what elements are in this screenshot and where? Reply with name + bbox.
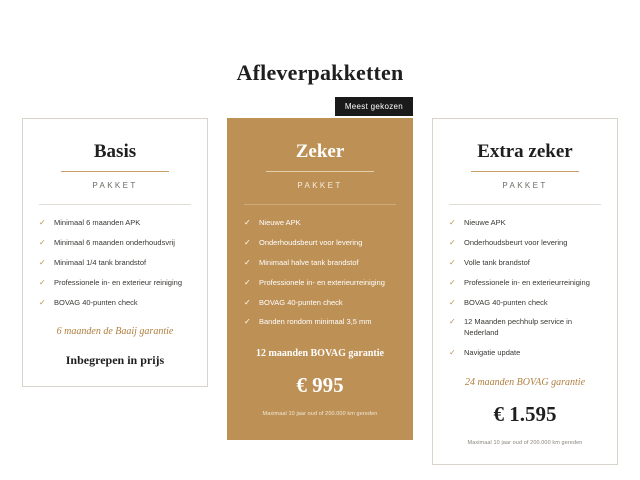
feature-item: [39, 258, 191, 269]
title-divider: [266, 171, 374, 172]
feature-label: Minimaal 6 maanden onderhoudsvrij: [54, 237, 175, 247]
check-icon: ✓: [39, 257, 46, 267]
package-fineprint: Maximaal 10 jaar oud of 200.000 km gereden: [262, 411, 378, 418]
feature-label: Banden rondom minimaal 3,5 mm: [259, 317, 372, 327]
package-price: € 995: [296, 373, 344, 398]
feature-label: 12 Maanden pechhulp service in Nederland: [464, 317, 572, 338]
check-icon: ✓: [39, 277, 46, 287]
feature-item: [244, 258, 396, 269]
feature-label: Nieuwe APK: [464, 218, 506, 227]
package-subtitle: PAKKET: [502, 181, 548, 190]
feature-item: [39, 218, 191, 229]
package-card-list: [22, 102, 618, 465]
check-icon: ✓: [449, 317, 456, 327]
check-icon: ✓: [244, 277, 251, 287]
feature-label: Professionele in- en exterieurreiniging: [259, 277, 385, 287]
package-price: Inbegrepen in prijs: [65, 353, 165, 368]
feature-label: BOVAG 40-punten check: [54, 297, 138, 307]
check-icon: ✓: [39, 297, 46, 307]
feature-label: Onderhoudsbeurt voor levering: [259, 237, 363, 247]
feature-label: Professionele in- en exterieur reiniging: [54, 277, 182, 287]
feature-item: [449, 298, 601, 309]
section-divider: [449, 204, 601, 205]
feature-item: [244, 218, 396, 229]
feature-item: [244, 298, 396, 309]
most-chosen-badge: Meest gekozen: [335, 97, 413, 116]
feature-item: [244, 238, 396, 249]
feature-item: [449, 258, 601, 269]
package-name: Extra zeker: [477, 141, 573, 162]
feature-item: [449, 238, 601, 249]
package-name: Zeker: [295, 141, 345, 162]
feature-label: BOVAG 40-punten check: [259, 297, 343, 307]
feature-item: [39, 238, 191, 249]
section-divider: [244, 204, 396, 205]
package-guarantee: 6 maanden de Baaij garantie: [56, 326, 174, 338]
check-icon: ✓: [449, 297, 456, 307]
package-fineprint: Maximaal 10 jaar oud of 200.000 km gereden: [467, 440, 583, 446]
package-card-basis[interactable]: [22, 118, 208, 387]
section-divider: [39, 204, 191, 205]
check-icon: ✓: [449, 237, 456, 247]
feature-item: [244, 317, 396, 328]
package-guarantee: 12 maanden BOVAG garantie: [256, 348, 384, 360]
feature-label: Onderhoudsbeurt voor levering: [464, 237, 568, 247]
feature-label: Minimaal halve tank brandstof: [259, 257, 359, 267]
feature-item: [449, 348, 601, 359]
feature-item: [39, 278, 191, 289]
check-icon: ✓: [39, 218, 46, 227]
feature-item: [449, 218, 601, 229]
feature-item: [244, 278, 396, 289]
feature-label: Minimaal 6 maanden APK: [54, 218, 141, 227]
title-divider: [471, 171, 579, 172]
package-name: Basis: [93, 141, 137, 162]
package-price: € 1.595: [493, 402, 557, 426]
package-subtitle: PAKKET: [92, 181, 138, 190]
page-title: Afleverpakketten: [236, 60, 404, 85]
check-icon: ✓: [244, 317, 251, 327]
check-icon: ✓: [449, 218, 456, 227]
feature-label: Minimaal 1/4 tank brandstof: [54, 257, 147, 267]
feature-item: [39, 298, 191, 309]
feature-label: Navigatie update: [464, 348, 521, 358]
check-icon: ✓: [449, 257, 456, 267]
package-card-zeker[interactable]: [227, 102, 413, 440]
package-guarantee: 24 maanden BOVAG garantie: [464, 377, 586, 388]
package-subtitle: PAKKET: [297, 181, 343, 190]
feature-label: BOVAG 40-punten check: [464, 297, 548, 307]
check-icon: ✓: [244, 297, 251, 307]
check-icon: ✓: [244, 218, 251, 227]
title-divider: [61, 171, 169, 172]
check-icon: ✓: [244, 237, 251, 247]
check-icon: ✓: [449, 348, 456, 358]
check-icon: ✓: [449, 277, 456, 287]
check-icon: ✓: [39, 237, 46, 247]
feature-label: Professionele in- en exterieurreiniging: [464, 277, 590, 287]
feature-label: Nieuwe APK: [259, 218, 301, 227]
feature-item: [449, 317, 601, 339]
feature-item: [449, 278, 601, 289]
feature-label: Volle tank brandstof: [464, 257, 530, 267]
check-icon: ✓: [244, 257, 251, 267]
package-card-extra-zeker[interactable]: [432, 118, 618, 465]
